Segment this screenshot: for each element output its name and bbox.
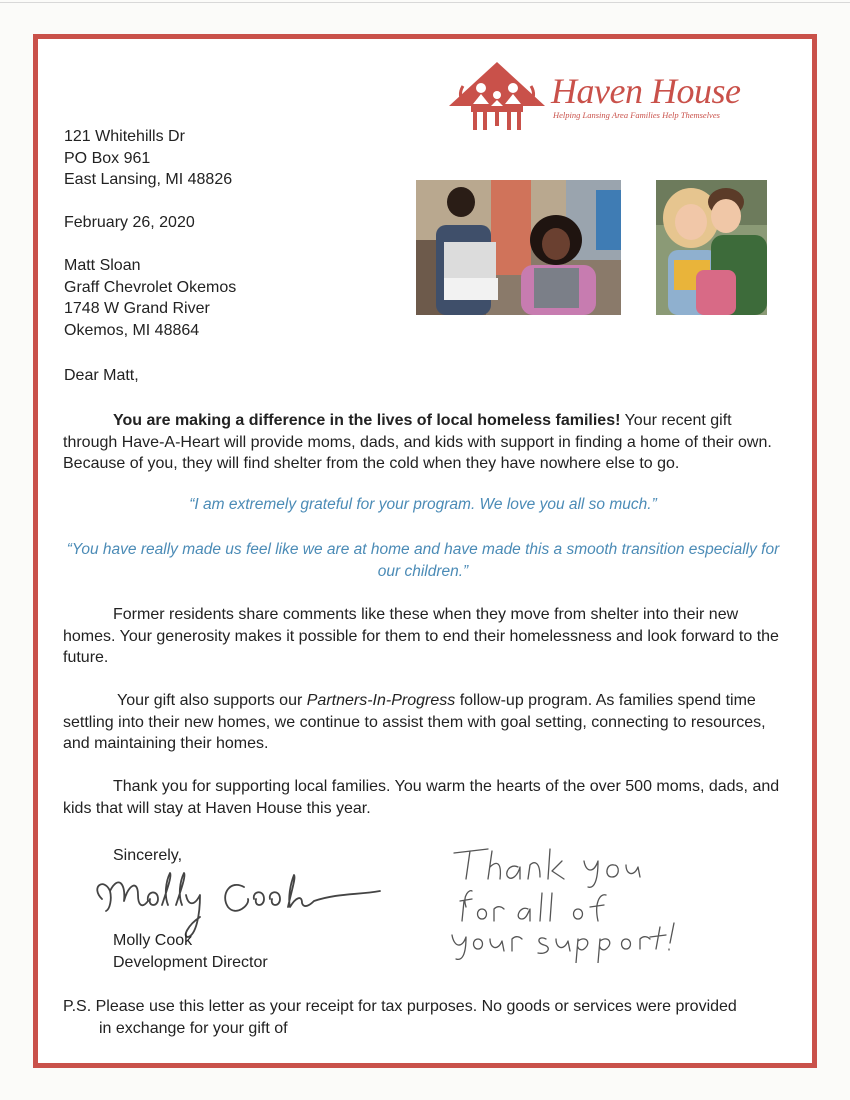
signer-title: Development Director — [113, 953, 268, 971]
recipient-line: Matt Sloan — [64, 257, 141, 274]
program-name: Partners-In-Progress — [306, 692, 456, 709]
postscript — [63, 996, 788, 1039]
salutation: Dear Matt, — [64, 367, 139, 384]
photo-children-with-gifts — [416, 180, 621, 315]
paragraph-partners-program — [63, 690, 783, 755]
sender-address-line: East Lansing, MI 48826 — [64, 171, 233, 188]
closing: Sincerely, — [113, 847, 183, 864]
program-text-after: follow-up program. As families spend time settling into their new homes, we continue to assist them with goal setting, connecting to resources, and maintaining their homes. — [63, 692, 766, 752]
paragraph-thank-you — [63, 776, 783, 819]
postscript-line-2-row — [63, 1018, 788, 1040]
postscript-line-1: P.S. Please use this letter as your receipt for tax purposes. No goods or services were provided — [63, 998, 737, 1015]
photo-hugging-children — [656, 180, 767, 315]
letter-date: February 26, 2020 — [64, 214, 195, 231]
organization-name: Haven House — [551, 71, 741, 111]
recipient-address — [64, 255, 236, 341]
haven-house-logo — [447, 60, 757, 140]
recipient-line: 1748 W Grand River — [64, 300, 210, 317]
sender-address-line: PO Box 961 — [64, 149, 151, 167]
testimonial-quote: “I am extremely grateful for your program. We love you all so much.” — [189, 496, 657, 513]
recipient-line: Okemos, MI 48864 — [64, 321, 200, 339]
paragraph-residents — [63, 604, 783, 669]
handwritten-thank-you-note — [448, 843, 688, 968]
thank-you-body: Thank you for supporting local families. You warm the hearts of the over 500 moms, dads, and kids that will stay at Haven House this year. — [63, 778, 780, 817]
signer-block — [113, 930, 268, 973]
recipient-line: Graff Chevrolet Okemos — [64, 278, 237, 296]
paragraph-impact — [63, 410, 783, 475]
house-family-logo-icon — [447, 60, 547, 138]
organization-tagline: Helping Lansing Area Families Help Themselves — [553, 110, 720, 120]
impact-body: Your recent gift through Have-A-Heart will provide moms, dads, and kids with support in finding a home of their own. Because of you, they will find shelter from the cold when they have nowhere else to go. — [63, 412, 772, 472]
residents-body: Former residents share comments like these when they move from shelter into their new homes. Your generosity makes it possible for them to end their homelessness and look forward to the future. — [63, 606, 779, 666]
postscript-line-2: in exchange for your gift of — [99, 1019, 288, 1037]
sender-address — [64, 126, 232, 191]
testimonial-quote: “You have really made us feel like we are at home and have made this a smooth transition especially for our children.” — [66, 541, 780, 580]
scan-edge-line — [0, 2, 850, 3]
impact-headline: You are making a difference in the lives of local homeless families! — [113, 412, 621, 429]
sender-address-line: 121 Whitehills Dr — [64, 128, 185, 145]
signer-name: Molly Cook — [113, 932, 193, 949]
program-text-before: Your gift also supports our — [117, 692, 307, 709]
